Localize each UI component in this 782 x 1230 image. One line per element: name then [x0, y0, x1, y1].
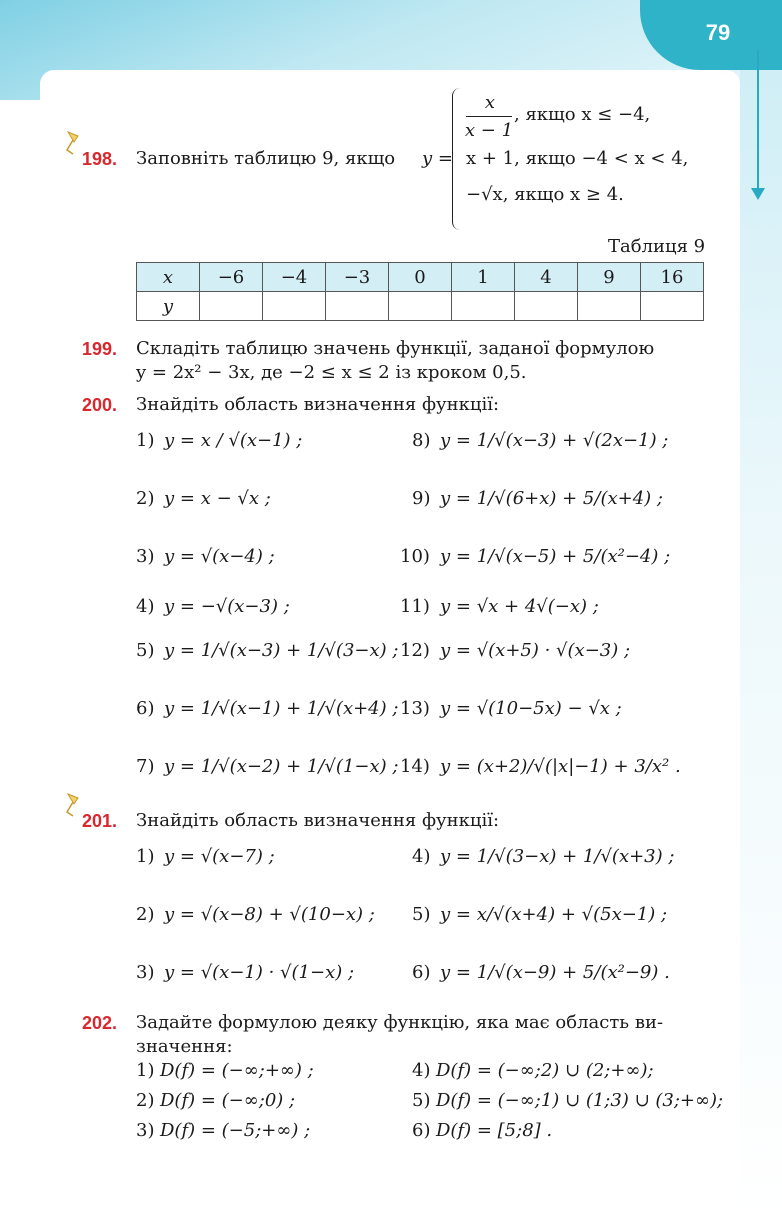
p201-item-formula: y = √(x−7) ; — [164, 846, 275, 867]
p201-item-formula: y = 1/√(3−x) + 1/√(x+3) ; — [440, 846, 675, 867]
p200-item-label: 2) — [136, 488, 155, 509]
problem-198-lhs: y = — [422, 148, 453, 169]
p200-item-label: 13) — [400, 698, 430, 719]
table-row-x — [137, 263, 704, 292]
table-y-label: y — [137, 292, 200, 321]
case1-denominator: x − 1 — [464, 120, 514, 141]
case1-condition: , якщо x ≤ −4, — [514, 104, 651, 125]
p200-item-formula: y = 1/√(x−5) + 5/(x²−4) ; — [440, 546, 671, 567]
problem-198-number: 198. — [82, 149, 118, 169]
p202-item-formula: D(f) = (−∞;0) ; — [160, 1090, 296, 1111]
problem-200-number: 200. — [82, 395, 118, 415]
table-x-cell: 4 — [515, 263, 578, 292]
table-y-cell[interactable] — [389, 292, 452, 321]
lamp-icon — [64, 792, 82, 818]
p200-item-formula: y = √(10−5x) − √x ; — [440, 698, 622, 719]
p202-item-formula: D(f) = (−∞;+∞) ; — [160, 1060, 314, 1081]
table-y-cell[interactable] — [452, 292, 515, 321]
p201-item-formula: y = √(x−1) · √(1−x) ; — [164, 962, 355, 983]
p200-item-label: 9) — [412, 488, 431, 509]
p200-item-label: 11) — [400, 596, 430, 617]
problem-200-text: Знайдіть область визначення функції: — [136, 394, 500, 415]
lamp-icon — [64, 130, 82, 156]
table-y-cell[interactable] — [515, 292, 578, 321]
side-margin — [740, 60, 782, 1218]
margin-arrow-icon — [757, 50, 759, 190]
p201-item-formula: y = x/√(x+4) + √(5x−1) ; — [440, 904, 668, 925]
p200-item-formula: y = −√(x−3) ; — [164, 596, 290, 617]
problem-202-number: 202. — [82, 1013, 118, 1033]
p200-item-label: 1) — [136, 430, 155, 451]
p202-item-formula: D(f) = (−∞;2) ∪ (2;+∞); — [436, 1060, 654, 1081]
page-number: 79 — [705, 20, 731, 45]
problem-198-text: Заповніть таблицю 9, якщо — [136, 148, 396, 169]
p200-item-label: 14) — [400, 756, 430, 777]
p200-item-formula: y = x / √(x−1) ; — [164, 430, 303, 451]
p201-item-label: 3) — [136, 962, 155, 983]
table-y-cell[interactable] — [578, 292, 641, 321]
problem-199-line2: y = 2x² − 3x, де −2 ≤ x ≤ 2 із кроком 0,5. — [136, 362, 527, 383]
table-row-y — [137, 292, 704, 321]
p201-item-label: 1) — [136, 846, 155, 867]
p200-item-label: 10) — [400, 546, 430, 567]
p202-item-label: 3) — [136, 1120, 155, 1141]
p202-item-formula: D(f) = [5;8] . — [436, 1120, 553, 1141]
p202-item-label: 6) — [412, 1120, 431, 1141]
p200-item-formula: y = 1/√(6+x) + 5/(x+4) ; — [440, 488, 663, 509]
p200-item-label: 12) — [400, 640, 430, 661]
p202-item-formula: D(f) = (−5;+∞) ; — [160, 1120, 311, 1141]
p200-item-label: 8) — [412, 430, 431, 451]
p202-item-label: 1) — [136, 1060, 155, 1081]
table-x-cell: 1 — [452, 263, 515, 292]
problem-199-line1: Складіть таблицю значень функції, заданої формулою — [136, 338, 655, 359]
p201-item-label: 6) — [412, 962, 431, 983]
p200-item-formula: y = x − √x ; — [164, 488, 271, 509]
p200-item-formula: y = √(x+5) · √(x−3) ; — [440, 640, 631, 661]
p200-item-label: 6) — [136, 698, 155, 719]
problem-201-text: Знайдіть область визначення функції: — [136, 810, 500, 831]
p200-item-label: 4) — [136, 596, 155, 617]
p202-item-label: 2) — [136, 1090, 155, 1111]
p201-item-formula: y = 1/√(x−9) + 5/(x²−9) . — [440, 962, 670, 983]
table-x-cell: −6 — [200, 263, 263, 292]
table-y-cell[interactable] — [641, 292, 704, 321]
p200-item-formula: y = √x + 4√(−x) ; — [440, 596, 599, 617]
piecewise-brace — [452, 88, 463, 230]
p202-item-label: 4) — [412, 1060, 431, 1081]
table-x-cell: 0 — [389, 263, 452, 292]
p200-item-formula: y = 1/√(x−3) + √(2x−1) ; — [440, 430, 669, 451]
p201-item-label: 5) — [412, 904, 431, 925]
p200-item-label: 5) — [136, 640, 155, 661]
p200-item-formula: y = 1/√(x−3) + 1/√(3−x) ; — [164, 640, 399, 661]
case2: x + 1, якщо −4 < x < 4, — [466, 148, 689, 169]
p200-item-formula: y = (x+2)/√(|x|−1) + 3/x² . — [440, 756, 681, 777]
case1-fraction-bar — [466, 116, 512, 117]
problem-202-line1: Задайте формулою деяку функцію, яка має область ви- — [136, 1012, 664, 1033]
table-x-cell: 16 — [641, 263, 704, 292]
p201-item-label: 2) — [136, 904, 155, 925]
problem-202-line2: значення: — [136, 1036, 233, 1057]
table-y-cell[interactable] — [263, 292, 326, 321]
p200-item-formula: y = 1/√(x−1) + 1/√(x+4) ; — [164, 698, 399, 719]
case3: −√x, якщо x ≥ 4. — [466, 184, 624, 205]
arrow-head-icon — [751, 188, 765, 200]
table-x-cell: −4 — [263, 263, 326, 292]
table-x-label: x — [137, 263, 200, 292]
p202-item-label: 5) — [412, 1090, 431, 1111]
problem-199-number: 199. — [82, 339, 118, 359]
p202-item-formula: D(f) = (−∞;1) ∪ (1;3) ∪ (3;+∞); — [436, 1090, 724, 1111]
p200-item-formula: y = 1/√(x−2) + 1/√(1−x) ; — [164, 756, 399, 777]
table-x-cell: 9 — [578, 263, 641, 292]
p200-item-label: 3) — [136, 546, 155, 567]
case1-numerator: x — [484, 92, 496, 113]
table-x-cell: −3 — [326, 263, 389, 292]
p200-item-formula: y = √(x−4) ; — [164, 546, 275, 567]
table-9 — [136, 262, 704, 321]
table-y-cell[interactable] — [326, 292, 389, 321]
table-caption: Таблиця 9 — [608, 236, 706, 257]
p200-item-label: 7) — [136, 756, 155, 777]
problem-201-number: 201. — [82, 811, 118, 831]
table-y-cell[interactable] — [200, 292, 263, 321]
p201-item-formula: y = √(x−8) + √(10−x) ; — [164, 904, 375, 925]
p201-item-label: 4) — [412, 846, 431, 867]
